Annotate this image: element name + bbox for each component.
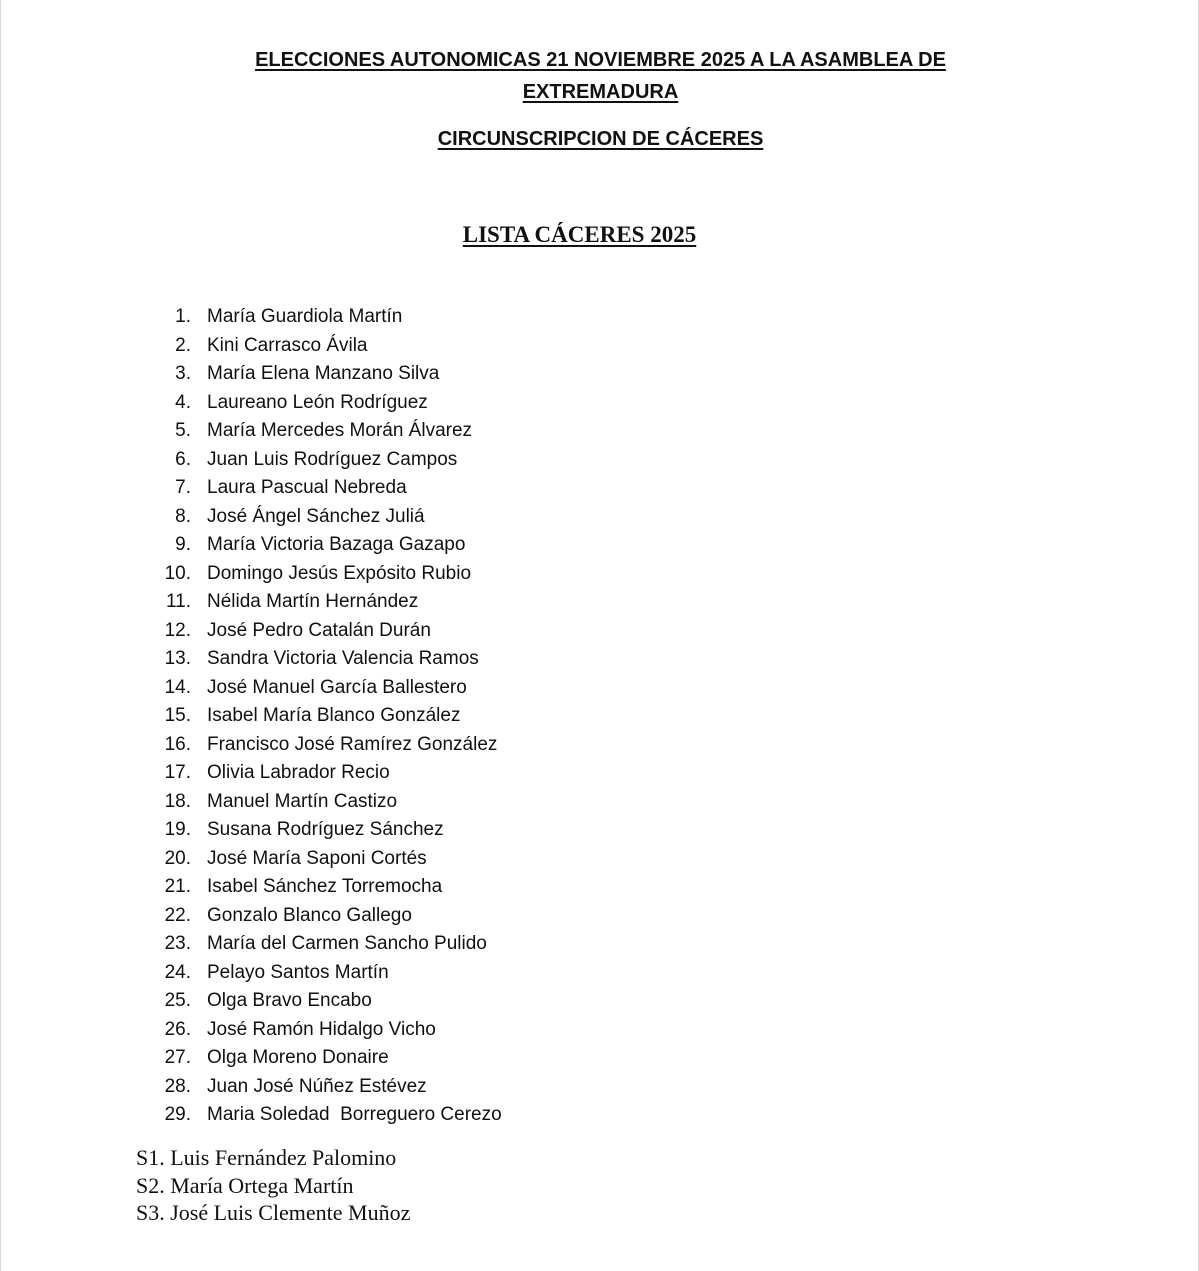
candidate-name: Maria Soledad Borreguero Cerezo <box>207 1104 502 1125</box>
candidate-name: María Victoria Bazaga Gazapo <box>207 534 466 555</box>
candidate-name: Laureano León Rodríguez <box>207 391 428 413</box>
substitute-item: S3. José Luis Clemente Muñoz <box>136 1200 411 1225</box>
candidate-item <box>161 816 502 845</box>
candidate-name: José Ramón Hidalgo Vicho <box>207 1018 436 1040</box>
candidate-name: Domingo Jesús Expósito Rubio <box>207 562 472 584</box>
candidate-name: María Mercedes Morán Álvarez <box>207 420 473 441</box>
candidate-name: Nélida Martín Hernández <box>207 591 419 612</box>
candidate-number: 22. <box>164 904 191 926</box>
candidate-number: 28. <box>164 1075 191 1097</box>
candidate-item <box>161 503 502 532</box>
candidate-number: 23. <box>164 933 191 954</box>
candidate-number: 6. <box>175 448 191 470</box>
candidate-name: Susana Rodríguez Sánchez <box>207 819 444 840</box>
candidate-list <box>161 303 502 1130</box>
candidate-number: 16. <box>164 733 191 755</box>
candidate-name: Juan José Núñez Estévez <box>207 1075 427 1097</box>
candidate-number: 7. <box>175 477 191 498</box>
candidate-name: Kini Carrasco Ávila <box>207 334 368 356</box>
election-title-line-1 <box>1 49 1199 72</box>
election-title-line-2-text: EXTREMADURA <box>522 81 679 103</box>
constituency-heading <box>1 128 1199 151</box>
candidate-item <box>161 360 502 389</box>
candidate-name: José Manuel García Ballestero <box>207 676 467 698</box>
candidate-name: Isabel María Blanco González <box>207 705 461 726</box>
candidate-number: 14. <box>164 676 191 698</box>
candidate-item <box>161 930 502 959</box>
candidate-item <box>161 987 502 1016</box>
candidate-number: 11. <box>165 591 191 612</box>
candidate-name: Manuel Martín Castizo <box>207 790 398 812</box>
candidate-item <box>161 531 502 560</box>
candidate-number: 17. <box>164 762 191 783</box>
candidate-name: José María Saponi Cortés <box>207 847 427 869</box>
candidate-item <box>161 389 502 418</box>
candidate-item <box>161 759 502 788</box>
candidate-item <box>161 332 502 361</box>
candidate-name: Olga Moreno Donaire <box>207 1047 389 1068</box>
candidate-item <box>161 560 502 589</box>
candidate-number: 4. <box>175 391 191 413</box>
candidate-number: 24. <box>164 961 191 983</box>
candidate-name: Olivia Labrador Recio <box>207 762 390 783</box>
candidate-name: Gonzalo Blanco Gallego <box>207 904 412 926</box>
candidate-number: 10. <box>164 562 191 584</box>
candidate-name: José Ángel Sánchez Juliá <box>207 505 425 527</box>
candidate-item <box>161 902 502 931</box>
candidate-number: 2. <box>175 334 191 356</box>
candidate-item <box>161 674 502 703</box>
candidate-item <box>161 417 502 446</box>
candidate-item <box>161 588 502 617</box>
candidate-item <box>161 959 502 988</box>
election-title-line-1-text: ELECCIONES AUTONOMICAS 21 NOVIEMBRE 2025 A LA ASAMBLEA DE <box>255 49 946 71</box>
candidate-number: 15. <box>164 705 191 726</box>
candidate-item <box>161 474 502 503</box>
candidate-name: Sandra Victoria Valencia Ramos <box>207 648 479 669</box>
candidate-name: Olga Bravo Encabo <box>207 990 372 1011</box>
candidate-number: 9. <box>175 534 191 555</box>
candidate-number: 8. <box>175 505 191 527</box>
election-title-line-2 <box>1 81 1199 104</box>
candidate-number: 25. <box>164 990 191 1011</box>
candidate-name: María Elena Manzano Silva <box>207 363 440 384</box>
candidate-item <box>161 446 502 475</box>
candidate-number: 20. <box>164 847 191 869</box>
candidate-item <box>161 731 502 760</box>
candidate-item <box>161 645 502 674</box>
candidate-item <box>161 1101 502 1130</box>
candidate-item <box>161 873 502 902</box>
substitute-item: S2. María Ortega Martín <box>136 1172 354 1198</box>
candidate-item <box>161 1073 502 1102</box>
substitute-item: S1. Luis Fernández Palomino <box>136 1145 397 1170</box>
candidate-name: Isabel Sánchez Torremocha <box>207 876 443 897</box>
candidate-number: 13. <box>164 648 191 669</box>
candidate-item <box>161 617 502 646</box>
candidate-number: 29. <box>164 1104 191 1125</box>
candidate-number: 19. <box>164 819 191 840</box>
candidate-number: 1. <box>175 306 191 327</box>
candidate-number: 5. <box>175 420 191 441</box>
candidate-name: Francisco José Ramírez González <box>207 733 498 755</box>
candidate-number: 27. <box>164 1047 191 1068</box>
candidate-item <box>161 303 502 332</box>
candidate-number: 12. <box>164 619 191 641</box>
substitute-list <box>136 1144 410 1227</box>
candidate-item <box>161 788 502 817</box>
candidate-name: María del Carmen Sancho Pulido <box>207 933 487 954</box>
candidate-name: María Guardiola Martín <box>207 306 403 327</box>
candidate-name: Pelayo Santos Martín <box>207 961 389 983</box>
candidate-item <box>161 845 502 874</box>
candidate-name: Juan Luis Rodríguez Campos <box>207 448 458 470</box>
candidate-number: 18. <box>164 790 191 812</box>
candidate-name: José Pedro Catalán Durán <box>207 619 431 641</box>
constituency-heading-text: CIRCUNSCRIPCION DE CÁCERES <box>437 128 764 150</box>
candidate-item <box>161 1044 502 1073</box>
candidate-item <box>161 702 502 731</box>
candidate-number: 21. <box>164 876 191 897</box>
list-title-text: LISTA CÁCERES 2025 <box>462 222 697 247</box>
candidate-number: 26. <box>164 1018 191 1040</box>
candidate-number: 3. <box>175 363 191 384</box>
candidate-name: Laura Pascual Nebreda <box>207 477 407 498</box>
list-title <box>1 222 1158 248</box>
candidate-item <box>161 1016 502 1045</box>
